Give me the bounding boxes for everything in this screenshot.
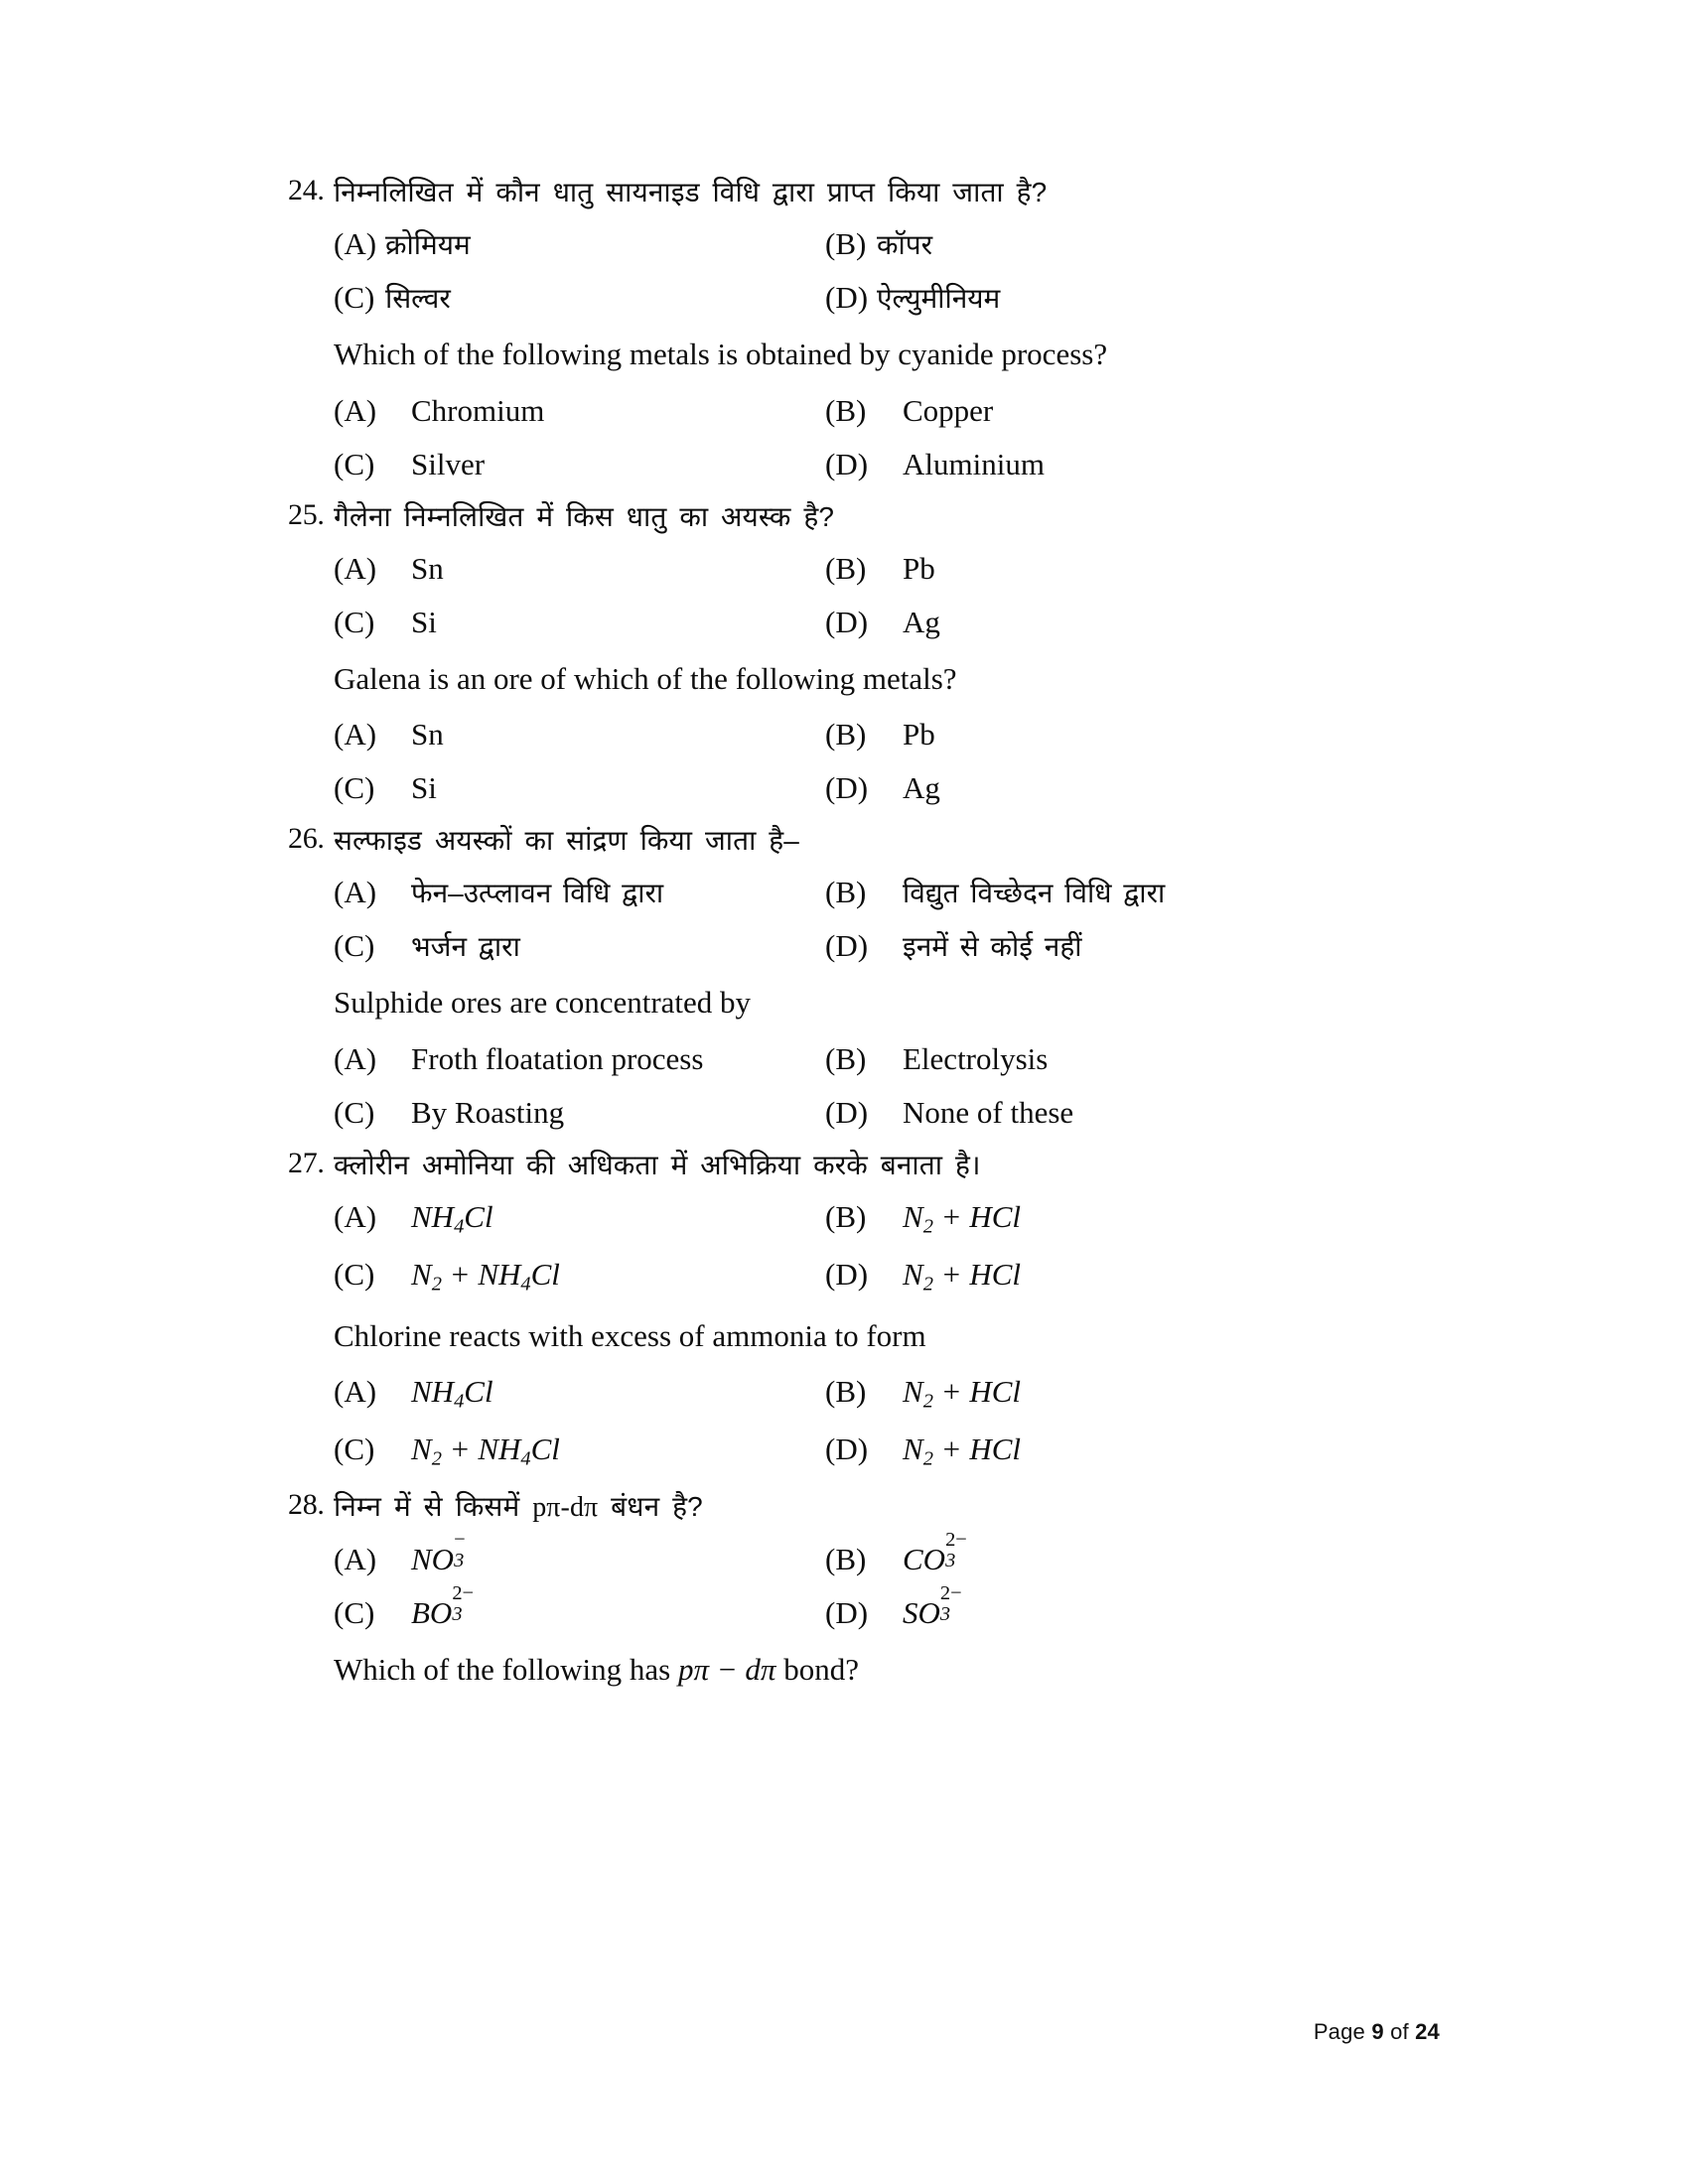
option-tag: (C) (334, 280, 375, 316)
option-label: कॉपर (877, 229, 933, 261)
option-label: Chromium (411, 392, 545, 428)
question-24-english-options-row-2 (334, 438, 1440, 491)
ion-subscript: 3 (452, 1603, 463, 1626)
option-formula: $NH_4Cl$ (411, 1374, 493, 1413)
option-25-english-b[interactable] (825, 717, 1440, 752)
ion-base: BO (411, 1594, 453, 1630)
question-26-hindi-stem: सल्फाइड अयस्कों का सांद्रण किया जाता है– (334, 825, 799, 857)
option-26-english-b[interactable] (825, 1041, 1440, 1077)
option-tag: (B) (825, 550, 867, 586)
option-label: विद्युत विच्छेदन विधि द्वारा (903, 878, 1166, 909)
option-label: Pb (903, 717, 935, 752)
question-28-number: 28. (288, 1487, 325, 1521)
stem-part-before: निम्न में से किसमें (334, 1490, 533, 1522)
question-27-english-options-row-2 (334, 1423, 1440, 1480)
option-28-b[interactable] (825, 1528, 1440, 1577)
option-label: Si (411, 770, 437, 806)
question-26-hindi-options-row-1 (334, 866, 1440, 919)
question-27-hindi-stem: क्लोरीन अमोनिया की अधिकता में अभिक्रिया करके बनाता है। (334, 1150, 981, 1181)
ion-subscript: 3 (454, 1550, 465, 1572)
question-28-english-stem (334, 1640, 1440, 1700)
option-tag: (A) (334, 717, 377, 752)
question-24-number: 24. (288, 174, 325, 206)
option-formula: $N_2$ + HCl (903, 1374, 1022, 1413)
option-26-hindi-d[interactable] (825, 928, 1440, 964)
option-27-hindi-d[interactable] (825, 1257, 1440, 1297)
ion-base: SO (903, 1594, 940, 1630)
question-24-english-stem: Which of the following metals is obtained by cyanide process? (334, 337, 1108, 372)
question-25-english-options-row-1 (334, 708, 1440, 761)
option-formula: $N_2$ + HCl (903, 1432, 1022, 1471)
option-label: फेन–उत्प्लावन विधि द्वारा (411, 878, 664, 909)
option-24-english-a[interactable] (334, 393, 825, 429)
option-25-english-c[interactable] (334, 770, 825, 806)
question-26-hindi-options-row-2 (334, 919, 1440, 973)
question-25-number: 25. (288, 497, 325, 531)
option-label: ऐल्युमीनियम (877, 283, 1001, 315)
question-25-hindi-options-row-1 (334, 542, 1440, 596)
option-label: Electrolysis (903, 1041, 1049, 1077)
stem-part-after: बंधन है? (598, 1490, 703, 1522)
ion-charge: 2− (452, 1581, 475, 1604)
question-26-english-stem: Sulphide ores are concentrated by (334, 985, 752, 1021)
option-label: Aluminium (903, 446, 1045, 481)
question-27-number: 27. (288, 1147, 325, 1180)
option-formula: $N_2 + NH_4Cl$ (411, 1257, 560, 1296)
question-28-hindi-stem (334, 1490, 703, 1524)
question-27-hindi-options-row-2 (334, 1248, 1440, 1305)
question-28-options-row-1 (334, 1528, 1440, 1586)
option-25-hindi-a[interactable] (334, 551, 825, 587)
option-formula: $NH_4Cl$ (411, 1199, 493, 1238)
option-tag: (D) (825, 1432, 869, 1467)
option-tag: (D) (825, 928, 869, 964)
option-label: Froth floatation process (411, 1041, 704, 1077)
option-formula: $N_2$ + HCl (903, 1199, 1022, 1238)
option-tag: (C) (334, 604, 375, 639)
question-26-english-options-row-2 (334, 1086, 1440, 1140)
option-24-hindi-d[interactable] (825, 280, 1440, 316)
option-24-hindi-a[interactable] (334, 226, 825, 262)
option-24-hindi-b[interactable] (825, 226, 1440, 262)
option-25-hindi-d[interactable] (825, 605, 1440, 640)
option-label: Ag (903, 604, 940, 639)
stem-part-before: Which of the following has (334, 1651, 678, 1687)
question-25-hindi-stem: गैलेना निम्नलिखित में किस धातु का अयस्क है? (334, 500, 835, 532)
footer-total-pages: 24 (1415, 2019, 1440, 2044)
option-label: Sn (411, 717, 444, 752)
bond-symbol: pπ-dπ (532, 1491, 599, 1523)
option-tag: (B) (825, 1541, 867, 1576)
option-label: Pb (903, 550, 935, 586)
question-block-24 (288, 167, 1440, 491)
question-27-hindi-stem-line (288, 1140, 1440, 1190)
ion-base: NO (411, 1541, 455, 1576)
ion-subscript: 3 (945, 1550, 956, 1572)
option-formula (411, 1581, 475, 1631)
question-block-27 (288, 1140, 1440, 1481)
option-tag: (C) (334, 1594, 375, 1630)
option-28-c[interactable] (334, 1581, 825, 1631)
option-27-english-c[interactable] (334, 1432, 825, 1471)
question-block-28 (288, 1481, 1440, 1700)
option-tag: (C) (334, 1432, 375, 1467)
option-tag: (B) (825, 1199, 867, 1235)
option-tag: (C) (334, 1095, 375, 1131)
option-25-english-d[interactable] (825, 770, 1440, 806)
ion-charge: − (454, 1528, 466, 1551)
ion-subscript: 3 (939, 1603, 951, 1626)
question-28-hindi-stem-line (288, 1481, 1440, 1533)
option-tag: (B) (825, 226, 867, 262)
option-tag: (B) (825, 1041, 867, 1077)
question-25-hindi-stem-line (288, 491, 1440, 542)
option-formula (903, 1581, 962, 1631)
option-27-english-b[interactable] (825, 1374, 1440, 1414)
option-27-hindi-a[interactable] (334, 1199, 825, 1239)
question-24-hindi-stem: निम्नलिखित में कौन धातु सायनाइड विधि द्वारा प्राप्त किया जाता है? (334, 177, 1048, 207)
option-label: क्रोमियम (385, 229, 471, 261)
question-25-hindi-options-row-2 (334, 596, 1440, 649)
question-block-25 (288, 491, 1440, 816)
option-24-english-b[interactable] (825, 393, 1440, 429)
option-26-english-a[interactable] (334, 1041, 825, 1077)
option-formula: $N_2 + NH_4Cl$ (411, 1432, 560, 1471)
option-27-hindi-c[interactable] (334, 1257, 825, 1297)
option-tag: (A) (334, 1199, 377, 1235)
question-27-english-options-row-1 (334, 1365, 1440, 1423)
option-label: सिल्वर (385, 283, 451, 315)
option-26-english-c[interactable] (334, 1095, 825, 1131)
option-24-english-c[interactable] (334, 447, 825, 482)
option-26-hindi-c[interactable] (334, 928, 825, 964)
option-tag: (B) (825, 875, 867, 910)
bond-symbol: pπ − dπ (677, 1651, 776, 1687)
option-label: इनमें से कोई नहीं (903, 931, 1082, 963)
ion-charge: 2− (939, 1581, 962, 1604)
option-tag: (C) (334, 1257, 375, 1293)
option-formula (903, 1528, 967, 1577)
option-27-english-a[interactable] (334, 1374, 825, 1414)
question-24-hindi-stem-line (288, 167, 1440, 217)
stem-part-after: bond? (775, 1651, 859, 1687)
option-tag: (A) (334, 392, 377, 428)
option-tag: (C) (334, 928, 375, 964)
option-tag: (D) (825, 446, 869, 481)
question-25-english-stem: Galena is an ore of which of the following metals? (334, 660, 957, 696)
option-label: Silver (411, 446, 486, 481)
option-tag: (A) (334, 226, 377, 262)
option-28-a[interactable] (334, 1528, 825, 1577)
option-tag: (D) (825, 770, 869, 806)
question-26-hindi-stem-line (288, 815, 1440, 866)
option-25-hindi-b[interactable] (825, 551, 1440, 587)
option-tag: (D) (825, 1095, 869, 1131)
option-label: By Roasting (411, 1095, 565, 1131)
option-25-english-a[interactable] (334, 717, 825, 752)
option-label: Ag (903, 770, 940, 806)
option-tag: (D) (825, 280, 869, 316)
option-tag: (D) (825, 1594, 869, 1630)
question-24-hindi-options-row-1 (334, 217, 1440, 271)
option-27-hindi-b[interactable] (825, 1199, 1440, 1239)
question-25-english-options-row-2 (334, 761, 1440, 815)
option-tag: (A) (334, 550, 377, 586)
option-26-hindi-b[interactable] (825, 875, 1440, 910)
option-tag: (C) (334, 770, 375, 806)
option-tag: (A) (334, 1041, 377, 1077)
option-tag: (A) (334, 1374, 377, 1410)
option-tag: (A) (334, 875, 377, 910)
option-tag: (C) (334, 446, 375, 481)
footer-page-number: 9 (1371, 2019, 1384, 2044)
option-formula: $N_2$ + HCl (903, 1257, 1022, 1296)
footer-prefix: Page (1313, 2019, 1365, 2044)
option-formula (411, 1528, 466, 1577)
question-27-english-stem: Chlorine reacts with excess of ammonia to form (334, 1317, 926, 1353)
option-26-english-d[interactable] (825, 1095, 1440, 1131)
option-28-d[interactable] (825, 1581, 1440, 1631)
option-24-english-d[interactable] (825, 447, 1440, 482)
option-label: None of these (903, 1095, 1074, 1131)
option-label: भर्जन द्वारा (411, 931, 520, 963)
ion-base: CO (903, 1541, 946, 1576)
option-tag: (B) (825, 1374, 867, 1410)
question-block-26 (288, 815, 1440, 1140)
option-tag: (B) (825, 717, 867, 752)
question-24-hindi-options-row-2 (334, 271, 1440, 325)
option-tag: (D) (825, 604, 869, 639)
option-tag: (B) (825, 392, 867, 428)
ion-charge: 2− (945, 1528, 967, 1551)
footer-middle: of (1390, 2019, 1409, 2044)
question-24-english-options-row-1 (334, 384, 1440, 438)
option-26-hindi-a[interactable] (334, 875, 825, 910)
question-26-number: 26. (288, 822, 325, 856)
option-label: Copper (903, 392, 994, 428)
option-label: Si (411, 604, 437, 639)
option-27-english-d[interactable] (825, 1432, 1440, 1471)
option-tag: (D) (825, 1257, 869, 1293)
option-25-hindi-c[interactable] (334, 605, 825, 640)
question-27-hindi-options-row-1 (334, 1190, 1440, 1248)
page-footer (1314, 2019, 1440, 2045)
option-24-hindi-c[interactable] (334, 280, 825, 316)
question-28-options-row-2 (334, 1581, 1440, 1640)
option-tag: (A) (334, 1541, 377, 1576)
question-26-english-options-row-1 (334, 1032, 1440, 1086)
question-content (288, 167, 1440, 1699)
option-label: Sn (411, 550, 444, 586)
